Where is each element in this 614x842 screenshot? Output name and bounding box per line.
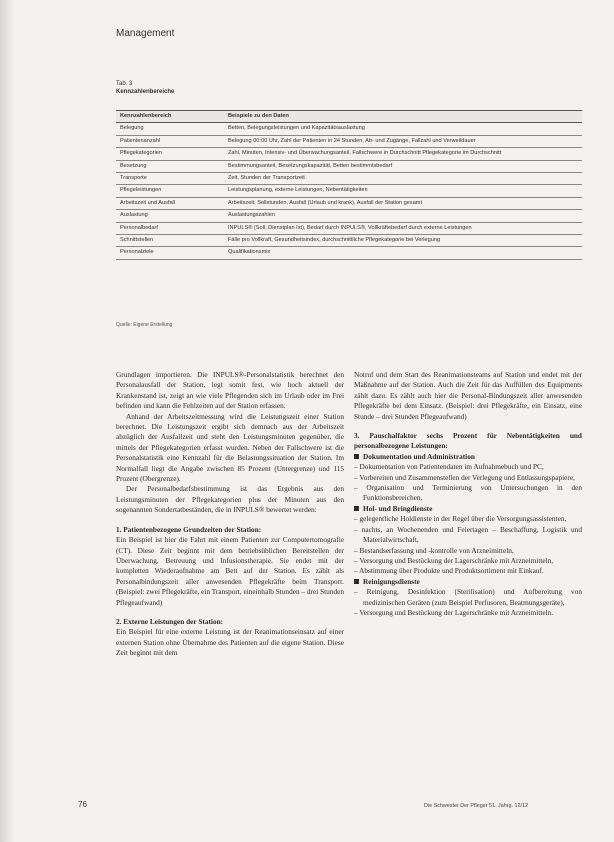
list-item: – Organisation und Terminierung von Untersuchungen in den Funktionsbereichen, xyxy=(354,483,582,503)
list-item: – Reinigung, Desinfektion (Sterilisation) und Aufbereitung von medizinischen Geräten (zum Beispiel Perfusoren, Beatmungsgeräte), xyxy=(354,587,582,607)
table-cell: Fälle pro Vollkraft, Gesundheitsindex, durchschnittliche Pflegekategorie bei Verlegung xyxy=(224,235,582,247)
table-body xyxy=(116,123,582,259)
table-cell: Pflegekategorien xyxy=(116,148,224,160)
list-item: – Bestandserfassung und -kontrolle von Arzneimitteln, xyxy=(354,545,514,555)
table-cell: Zahl, Minuten, Intensiv- und Überwachungsanteil, Fallschwere in Durchschnitt Pflegekategorie im Durchschnitt xyxy=(224,148,582,160)
table-row xyxy=(116,247,582,259)
table-row xyxy=(116,173,582,185)
square-bullet-icon xyxy=(354,579,359,584)
group-heading xyxy=(354,504,582,514)
table-cell: INPULS® (Soll, Dienstplan Ist), Bedarf durch INPULS®, Vollkräftebedarf durch externe Leistungen xyxy=(224,222,582,234)
page-number: 76 xyxy=(78,800,87,809)
list-item: – Vorbereiten und Zusammenstellen der Verlegung und Entlassungspapiere, xyxy=(354,472,575,482)
table-row xyxy=(116,185,582,197)
table-cell: Patientenanzahl xyxy=(116,135,224,147)
subheading: 2. Externe Leistungen der Station: xyxy=(116,616,224,626)
table-row xyxy=(116,123,582,135)
table-cell: Besetzung xyxy=(116,160,224,172)
paragraph: Anhand der Arbeitszeitmessung wird die Leistungszeit einer Station berechnet. Die Leistungszeit ergibt sich demnach aus der Arbeitszeit abzüglich der Ausfallzeit und steht den Leistungsminuten gegenüber, die mittels der Pflegekategorien erfasst wurden. Neben der Fallschwere ist die Personalstatistik eine Kennzahl für die Belastungssituation der Station. Im Normalfall liegt die Angabe zwischen 85 Prozent (Untergrenze) und 115 Prozent (Obergrenze). xyxy=(116,411,344,484)
table-row xyxy=(116,160,582,172)
group-heading-label: Dokumentation und Administration xyxy=(363,451,475,461)
table-cell: Personalbedarf xyxy=(116,222,224,234)
table-header-cell: Beispiele zu den Daten xyxy=(224,111,582,123)
list-item: – gelegentliche Holdienste in der Regel über die Versorgungsassistenten, xyxy=(354,514,567,524)
paragraph: Ein Beispiel ist hier die Fahrt mit einem Patienten zur Computertomografie (CT). Diese Zeit beginnt mit dem betriebsüblichen Bereitstellen der Überwachung, Betreuung und Infusionstherapie. Sie endet mit der kompletten Wiederaufnahme am Bett auf der Station. Es zählt als Personalbindungszeit aller anwesenden Pflegekräfte beim Transport. (Beispiel: zwei Pflegekräfte, ein Transport, eineinhalb Stunden – drei Stunden Pflegeaufwand) xyxy=(116,535,344,607)
table-title: Kennzahlenbereiche xyxy=(116,89,175,95)
group-heading-label: Reinigungsdienste xyxy=(363,576,420,586)
list-item: – nachts, an Wochenenden und Feiertagen – Beschaffung, Logistik und Materialwirtschaft, xyxy=(354,524,582,545)
square-bullet-icon xyxy=(354,506,359,511)
table-cell: Auslastungszahlen xyxy=(224,210,582,222)
table-cell: Belegung xyxy=(116,123,224,135)
table-header-row xyxy=(116,111,582,123)
paragraph: Notruf und dem Start des Reanimationsteams auf Station und endet mit der Maßnahme auf der Station. Auch die Zeit für das Auffüllen des Equipments zählt dazu. Es zählt auch hier die Personal-Bindungszeit aller anwesenden Pflegekräfte bei dem Einsatz. (Beispiel: drei Pflegekräfte, ein Einsatz, eine Stunde – drei Stunden Pflegeaufwand) xyxy=(354,370,582,421)
table-row xyxy=(116,148,582,160)
table-number: Tab. 3 xyxy=(116,81,133,87)
table-row xyxy=(116,135,582,147)
table-caption xyxy=(116,80,174,96)
square-bullet-icon xyxy=(354,454,359,459)
table-row xyxy=(116,210,582,222)
bullet-list xyxy=(354,587,582,618)
list-item: – Dokumentation von Patientendaten im Aufnahmebuch und PC, xyxy=(354,462,544,472)
bullet-list xyxy=(354,462,582,504)
footer-reference: Die Schwester Der Pfleger 51. Jahrg. 12/12 xyxy=(424,803,528,809)
paragraph: Der Personalbedarfsbestimmung ist das Ergebnis aus den Leistungsminuten der Pflegekategorien plus der Minuten aus den sogenannten Sondertatbeständen, die in INPULS® bewertet werden: xyxy=(116,484,344,515)
table-header-cell: Kennzahlenbereich xyxy=(116,111,224,123)
list-item: – Versorgung und Bestückung der Lagerschränke mit Arzneimitteln. xyxy=(354,607,554,617)
table-cell: Auslastung xyxy=(116,210,224,222)
table-cell: Zeit, Stunden der Transportzeit xyxy=(224,173,582,185)
table-row xyxy=(116,235,582,247)
table-cell: Pflegeleistungen xyxy=(116,185,224,197)
table-cell: Transporte xyxy=(116,173,224,185)
left-text-column xyxy=(116,370,344,659)
group-heading xyxy=(354,452,582,462)
bullet-list xyxy=(354,514,582,576)
table-row xyxy=(116,197,582,209)
table-cell: Arbeitszeit, Sollstunden, Ausfall (Urlaub und krank), Ausfall der Station gesamt xyxy=(224,197,582,209)
table-cell: Belegung 00:00 Uhr, Zahl der Patienten in 24 Stunden, Ab- und Zugänge, Fallzahl und Verweildauer xyxy=(224,135,582,147)
list-item: – Versorgung und Bestückung der Lagerschränke mit Arzneimitteln, xyxy=(354,555,554,565)
table-cell: Betten, Belegungsleistungen und Kapazitätsauslastung xyxy=(224,123,582,135)
table-cell: Arbeitszeit und Ausfall xyxy=(116,197,224,209)
list-item: – Abstimmung über Produkte und Produktsortiment mit Einkauf. xyxy=(354,566,544,576)
group-heading xyxy=(354,577,582,587)
group-heading-label: Hol- und Bringdienste xyxy=(363,503,433,513)
table-cell: Leistungsplanung, externe Leistungen, Nebentätigkeiten xyxy=(224,185,582,197)
right-text-column xyxy=(354,370,582,618)
section-label: Management xyxy=(116,28,175,39)
table-row xyxy=(116,222,582,234)
paragraph: Ein Beispiel für eine externe Leistung ist der Reanimationseinsatz auf einer externen Station ohne Übernahme des Patienten auf die eigene Station. Diese Zeit beginnt mit dem xyxy=(116,627,344,658)
page-edge-shadow xyxy=(0,0,14,842)
data-table xyxy=(116,110,582,260)
table-cell: Schnittstellen xyxy=(116,235,224,247)
subheading: 3. Pauschalfaktor sechs Prozent für Nebentätigkeiten und personalbezogene Leistungen: xyxy=(354,431,582,451)
paragraph: Grundlagen importieren. Die INPULS®-Personalstatistik berechnet den Personalausfall der Station, legt somit fest, wie hoch aktuell der Krankenstand ist, zeigt an wie viele Pflegenden sich im Urlaub oder im Frei befinden und kann die Fehlzeiten auf der Station erfassen. xyxy=(116,370,344,411)
table-cell: Personalziele xyxy=(116,247,224,259)
table-cell: Bestimmungsanteil, Besetzungskapazität, Betten bestimmtsbedarf xyxy=(224,160,582,172)
subheading: 1. Patientenbezogene Grundzeiten der Station: xyxy=(116,524,262,534)
table-source: Quelle: Eigene Erstellung xyxy=(116,322,173,328)
table-cell: Qualifikationsmix xyxy=(224,247,582,259)
